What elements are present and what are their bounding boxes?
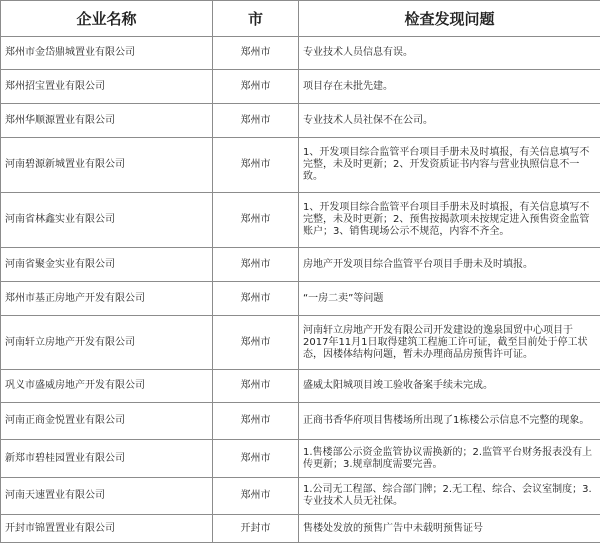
city-cell: 开封市: [213, 515, 299, 543]
table-row: [1, 478, 600, 515]
city-cell: 郑州市: [213, 104, 299, 138]
city-cell: 郑州市: [213, 138, 299, 193]
issue-cell: 售楼处发放的预售广告中未载明预售证号: [299, 515, 600, 543]
city-header: 市: [213, 1, 299, 37]
company-cell: 开封市锦置置业有限公司: [1, 515, 213, 543]
issue-cell: “一房二卖”等问题: [299, 282, 600, 316]
issue-cell: 盛威太阳城项目竣工验收备案手续未完成。: [299, 370, 600, 403]
company-cell: 郑州华顺源置业有限公司: [1, 104, 213, 138]
city-cell: 郑州市: [213, 403, 299, 440]
company-cell: 河南省林鑫实业有限公司: [1, 193, 213, 248]
company-cell: 新郑市碧桂园置业有限公司: [1, 440, 213, 478]
company-header: 企业名称: [1, 1, 213, 37]
issue-cell: 1、开发项目综合监管平台项目手册未及时填报，有关信息填写不完整，未及时更新；2、开发资质证书内容与营业执照信息不一致。: [299, 138, 600, 193]
table-row: [1, 70, 600, 104]
company-cell: 河南轩立房地产开发有限公司: [1, 316, 213, 370]
city-cell: 郑州市: [213, 193, 299, 248]
company-cell: 河南省聚金实业有限公司: [1, 248, 213, 282]
table-row: [1, 440, 600, 478]
table-row: [1, 515, 600, 543]
issue-cell: 正商书香华府项目售楼场所出现了1栋楼公示信息不完整的现象。: [299, 403, 600, 440]
city-cell: 郑州市: [213, 316, 299, 370]
city-cell: 郑州市: [213, 282, 299, 316]
table-row: [1, 138, 600, 193]
table-row: [1, 193, 600, 248]
table-row: [1, 403, 600, 440]
city-cell: 郑州市: [213, 440, 299, 478]
table-row: [1, 37, 600, 70]
issue-cell: 房地产开发项目综合监管平台项目手册未及时填报。: [299, 248, 600, 282]
city-cell: 郑州市: [213, 37, 299, 70]
issue-cell: 1.公司无工程部、综合部门牌；2.无工程、综合、会议室制度；3.专业技术人员无社保。: [299, 478, 600, 515]
city-cell: 郑州市: [213, 70, 299, 104]
header-row: [1, 1, 600, 37]
city-cell: 郑州市: [213, 370, 299, 403]
issue-cell: 1.售楼部公示资金监管协议需换新的；2.监管平台财务报表没有上传更新；3.规章制度需要完善。: [299, 440, 600, 478]
company-cell: 河南天速置业有限公司: [1, 478, 213, 515]
company-cell: 河南碧源新城置业有限公司: [1, 138, 213, 193]
table-row: [1, 104, 600, 138]
table-row: [1, 248, 600, 282]
issue-cell: 河南轩立房地产开发有限公司开发建设的逸泉国贸中心项目于2017年11月1日取得建筑工程施工许可证，截至目前处于停工状态，因楼体结构问题，暂未办理商品房预售许可证。: [299, 316, 600, 370]
city-cell: 郑州市: [213, 478, 299, 515]
company-cell: 郑州市金岱鼎城置业有限公司: [1, 37, 213, 70]
table-row: [1, 370, 600, 403]
issue-cell: 1、开发项目综合监管平台项目手册未及时填报，有关信息填写不完整，未及时更新；2、预售按揭款项未按规定进入预售资金监管账户；3、销售现场公示不规范，内容不齐全。: [299, 193, 600, 248]
city-cell: 郑州市: [213, 248, 299, 282]
table-row: [1, 316, 600, 370]
issue-cell: 项目存在未批先建。: [299, 70, 600, 104]
company-cell: 郑州招宝置业有限公司: [1, 70, 213, 104]
issue-cell: 专业技术人员社保不在公司。: [299, 104, 600, 138]
issue-header: 检查发现问题: [299, 1, 600, 37]
table-row: [1, 282, 600, 316]
company-cell: 郑州市基正房地产开发有限公司: [1, 282, 213, 316]
issue-cell: 专业技术人员信息有误。: [299, 37, 600, 70]
company-cell: 巩义市盛威房地产开发有限公司: [1, 370, 213, 403]
company-cell: 河南正商金悦置业有限公司: [1, 403, 213, 440]
